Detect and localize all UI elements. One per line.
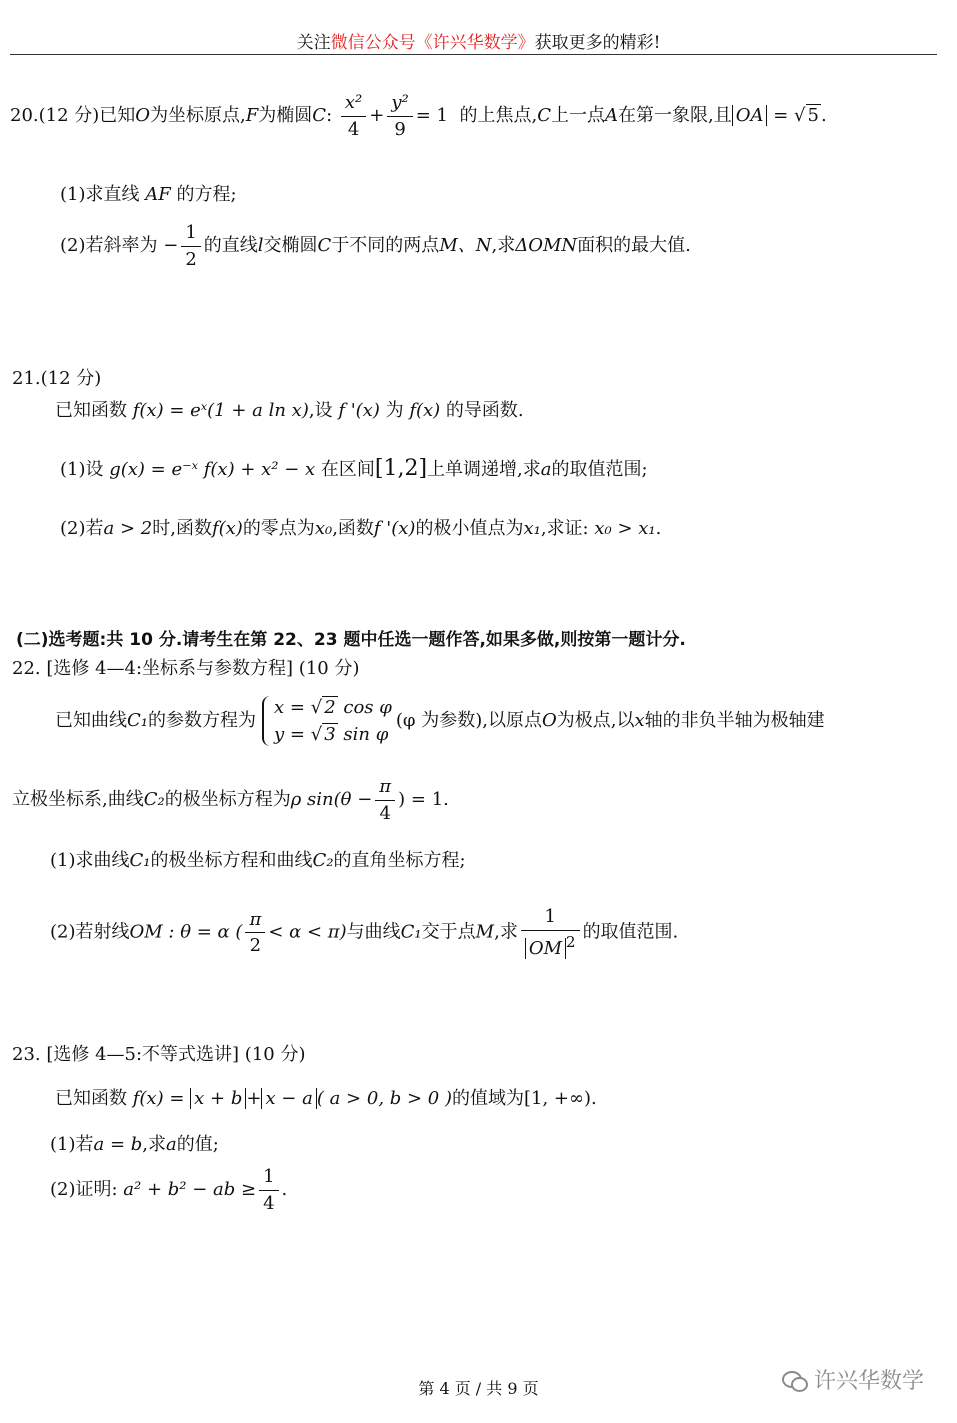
watermark-text: 许兴华数学 — [814, 1369, 925, 1394]
page-header — [0, 28, 957, 53]
q20-part2: (2)若斜率为 − $\frac{1}{2}$ 的直线l交椭圆C于不同的两点M、N,求ΔOMN面积的最大值. — [60, 222, 691, 270]
q22-stem: 已知曲线C₁的参数方程为 x = √ 2 cos φ y = √ 3 sin φ (φ 为参数),以原点O为极点,以x轴的非负半轴为极轴建 — [55, 694, 825, 748]
q21-title: 21.(12 分) — [12, 368, 102, 389]
wechat-icon — [782, 1369, 808, 1391]
q21-part1: (1)设 g(x) = e⁻ˣ f(x) + x² − x 在区间[1,2]上单调递增,求a的取值范围; — [60, 456, 648, 481]
q20-frac-x: $\frac{\text{x²}}{4}$ — [341, 92, 366, 140]
q23-part1: (1)若a = b,求a的值; — [50, 1134, 219, 1155]
q20-frac-y: $\frac{\text{y²}}{9}$ — [387, 92, 412, 140]
header-divider — [10, 54, 937, 55]
q22-part2: (2)若射线OM : θ = α ( $\frac{\pi}{2}$ < α < π)与曲线C₁交于点M,求 $\frac{1}{OM ^2}$ 的取值范围. — [50, 906, 679, 959]
page-number: 第 4 页 / 共 9 页 — [418, 1379, 539, 1398]
q21-stem: 已知函数 f(x) = eˣ(1 + a ln x),设 f '(x) 为 f(x) 的导函数. — [55, 400, 524, 421]
q21-part2: (2)若a > 2时,函数f(x)的零点为x₀,函数f '(x)的极小值点为x₁,求证: x₀ > x₁. — [60, 518, 662, 539]
section-2-heading: (二)选考题:共 10 分.请考生在第 22、23 题中任选一题作答,如果多做,则按第一题计分. — [16, 630, 686, 650]
q22-param-system: x = √ 2 cos φ y = √ 3 sin φ — [260, 694, 392, 748]
header-suffix: 获取更多的精彩! — [534, 33, 661, 53]
q22-stem-line2: 立极坐标系,曲线C₂的极坐标方程为ρ sin(θ − $\frac{\pi}{4}$ ) = 1. — [12, 776, 449, 824]
q23-part2: (2)证明: a² + b² − ab ≥ $\frac{1}{4}$ . — [50, 1166, 288, 1214]
q20-stem: 20.(12 分)已知O为坐标原点,F为椭圆C: $\frac{\text{x²}}{4}$ + $\frac{\text{y²}}{9}$ = 1 的上焦点,C上一点A在第一象限,且 OA = √ 5 . — [10, 92, 827, 140]
watermark — [782, 1364, 924, 1395]
q22-title: 22. [选修 4—4:坐标系与参数方程] (10 分) — [12, 658, 360, 679]
q23-title: 23. [选修 4—5:不等式选讲] (10 分) — [12, 1044, 306, 1065]
header-prefix: 关注 — [296, 33, 331, 53]
q22-part1: (1)求曲线C₁的极坐标方程和曲线C₂的直角坐标方程; — [50, 850, 466, 871]
header-highlight: 微信公众号《许兴华数学》 — [330, 33, 535, 53]
q23-stem: 已知函数 f(x) = x + b + x − a ( a > 0, b > 0 )的值域为[1, +∞). — [55, 1088, 597, 1109]
q20-part1: (1)求直线 AF 的方程; — [60, 184, 237, 205]
